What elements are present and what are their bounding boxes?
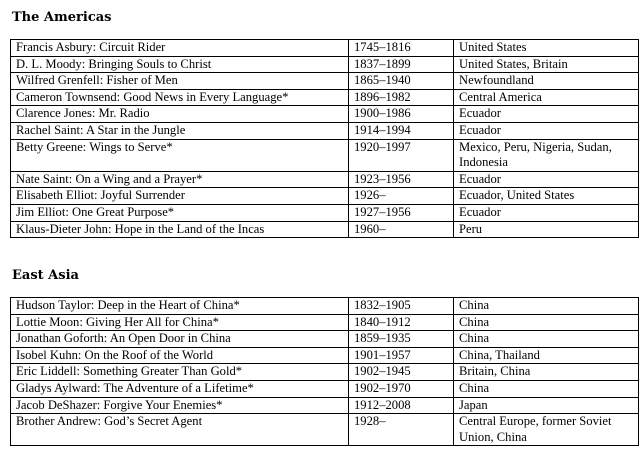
book-title-cell: Jonathan Goforth: An Open Door in China (11, 331, 349, 348)
region-cell: Peru (454, 221, 639, 238)
region-cell: United States, Britain (454, 56, 639, 73)
book-title-cell: Isobel Kuhn: On the Roof of the World (11, 347, 349, 364)
region-cell: Ecuador (454, 106, 639, 123)
region-cell: China (454, 331, 639, 348)
table-row (11, 364, 639, 381)
table-row (11, 56, 639, 73)
lifespan-cell: 1837–1899 (349, 56, 454, 73)
region-cell: Japan (454, 397, 639, 414)
book-title-cell: Nate Saint: On a Wing and a Prayer* (11, 171, 349, 188)
americas-table (10, 39, 639, 238)
book-title-cell: Rachel Saint: A Star in the Jungle (11, 122, 349, 139)
book-title-cell: Gladys Aylward: The Adventure of a Lifetime* (11, 380, 349, 397)
lifespan-cell: 1896–1982 (349, 89, 454, 106)
book-title-cell: Jacob DeShazer: Forgive Your Enemies* (11, 397, 349, 414)
lifespan-cell: 1902–1970 (349, 380, 454, 397)
table-row (11, 188, 639, 205)
table-row (11, 171, 639, 188)
lifespan-cell: 1920–1997 (349, 139, 454, 171)
region-cell: Ecuador (454, 122, 639, 139)
table-row (11, 40, 639, 57)
lifespan-cell: 1902–1945 (349, 364, 454, 381)
region-cell: China, Thailand (454, 347, 639, 364)
table-row (11, 331, 639, 348)
east-asia-table (10, 297, 639, 446)
region-cell: Ecuador (454, 171, 639, 188)
lifespan-cell: 1745–1816 (349, 40, 454, 57)
lifespan-cell: 1923–1956 (349, 171, 454, 188)
americas-table-body (11, 40, 639, 238)
table-row (11, 89, 639, 106)
section-heading-east-asia: East Asia (12, 268, 79, 283)
lifespan-cell: 1840–1912 (349, 314, 454, 331)
lifespan-cell: 1927–1956 (349, 204, 454, 221)
section-heading-americas: The Americas (12, 10, 112, 25)
lifespan-cell: 1912–2008 (349, 397, 454, 414)
east-asia-table-body (11, 298, 639, 446)
region-cell: Britain, China (454, 364, 639, 381)
region-cell: Ecuador, United States (454, 188, 639, 205)
table-row (11, 122, 639, 139)
table-row (11, 73, 639, 90)
lifespan-cell: 1901–1957 (349, 347, 454, 364)
table-row (11, 347, 639, 364)
region-cell: China (454, 298, 639, 315)
lifespan-cell: 1914–1994 (349, 122, 454, 139)
book-title-cell: Jim Elliot: One Great Purpose* (11, 204, 349, 221)
book-title-cell: D. L. Moody: Bringing Souls to Christ (11, 56, 349, 73)
table-row (11, 221, 639, 238)
table-row (11, 106, 639, 123)
table-row (11, 314, 639, 331)
table-row (11, 414, 639, 446)
region-cell: Central Europe, former Soviet Union, China (454, 414, 639, 446)
lifespan-cell: 1865–1940 (349, 73, 454, 90)
region-cell: Ecuador (454, 204, 639, 221)
table-row (11, 298, 639, 315)
lifespan-cell: 1900–1986 (349, 106, 454, 123)
book-title-cell: Elisabeth Elliot: Joyful Surrender (11, 188, 349, 205)
lifespan-cell: 1859–1935 (349, 331, 454, 348)
book-title-cell: Wilfred Grenfell: Fisher of Men (11, 73, 349, 90)
book-title-cell: Lottie Moon: Giving Her All for China* (11, 314, 349, 331)
book-title-cell: Hudson Taylor: Deep in the Heart of China* (11, 298, 349, 315)
table-row (11, 204, 639, 221)
region-cell: Newfoundland (454, 73, 639, 90)
book-title-cell: Cameron Townsend: Good News in Every Language* (11, 89, 349, 106)
table-row (11, 380, 639, 397)
book-title-cell: Francis Asbury: Circuit Rider (11, 40, 349, 57)
lifespan-cell: 1926– (349, 188, 454, 205)
lifespan-cell: 1928– (349, 414, 454, 446)
region-cell: Mexico, Peru, Nigeria, Sudan, Indonesia (454, 139, 639, 171)
table-row (11, 397, 639, 414)
book-title-cell: Clarence Jones: Mr. Radio (11, 106, 349, 123)
table-row (11, 139, 639, 171)
book-title-cell: Klaus-Dieter John: Hope in the Land of the Incas (11, 221, 349, 238)
region-cell: China (454, 314, 639, 331)
region-cell: United States (454, 40, 639, 57)
book-title-cell: Betty Greene: Wings to Serve* (11, 139, 349, 171)
region-cell: China (454, 380, 639, 397)
region-cell: Central America (454, 89, 639, 106)
lifespan-cell: 1960– (349, 221, 454, 238)
book-title-cell: Eric Liddell: Something Greater Than Gold* (11, 364, 349, 381)
lifespan-cell: 1832–1905 (349, 298, 454, 315)
book-title-cell: Brother Andrew: God’s Secret Agent (11, 414, 349, 446)
